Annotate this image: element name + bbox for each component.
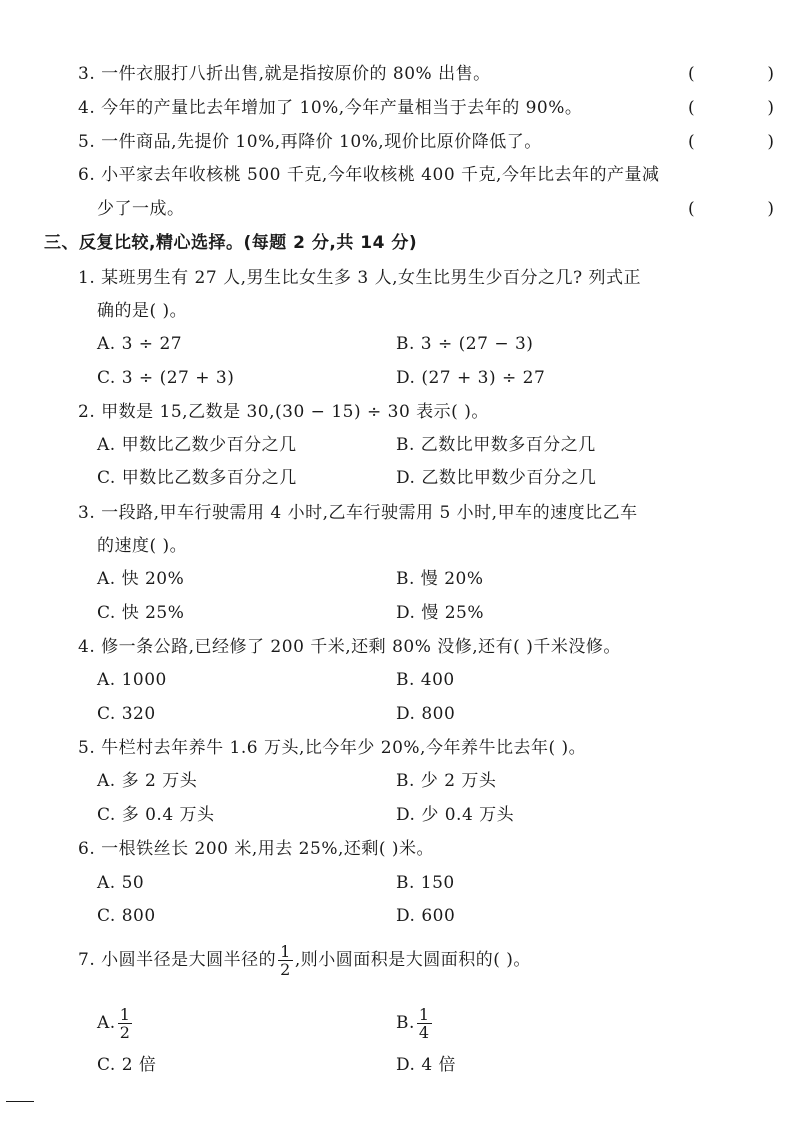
fraction-numerator: 1 <box>119 1004 131 1024</box>
option-3-b[interactable]: B. 慢 20% <box>396 569 484 589</box>
fraction-one-half <box>278 941 293 979</box>
option-4-c[interactable]: C. 320 <box>97 704 156 724</box>
answer-paren-judge-6[interactable] <box>688 198 774 220</box>
choice-question-5: 5. 牛栏村去年养牛 1.6 万头,比今年少 20%,今年养牛比去年( )。 <box>78 738 587 758</box>
option-3-a[interactable]: A. 快 20% <box>97 569 185 589</box>
paren-close: ) <box>767 132 774 152</box>
option-7-b-fraction <box>417 1004 432 1042</box>
option-1-a[interactable]: A. 3 ÷ 27 <box>97 334 183 354</box>
judge-item-3: 3. 一件衣服打八折出售,就是指按原价的 80% 出售。 <box>78 64 491 84</box>
option-7-b-label: B. <box>396 1013 415 1033</box>
option-7-b[interactable] <box>396 1003 434 1043</box>
option-4-b[interactable]: B. 400 <box>396 670 455 690</box>
fraction-numerator: 1 <box>418 1004 430 1024</box>
paren-open: ( <box>688 199 695 219</box>
choice-question-6: 6. 一根铁丝长 200 米,用去 25%,还剩( )米。 <box>78 839 435 859</box>
answer-paren-judge-5[interactable] <box>688 131 774 153</box>
fraction-denominator: 4 <box>418 1022 430 1042</box>
paren-close: ) <box>767 64 774 84</box>
fraction-denominator: 2 <box>280 959 291 979</box>
option-3-d[interactable]: D. 慢 25% <box>396 603 485 623</box>
option-7-a-label: A. <box>97 1013 116 1033</box>
option-6-a[interactable]: A. 50 <box>97 873 145 893</box>
judge-item-6-cont: 少了一成。 <box>97 199 185 219</box>
option-7-d[interactable]: D. 4 倍 <box>396 1055 457 1075</box>
judge-item-5: 5. 一件商品,先提价 10%,再降价 10%,现价比原价降低了。 <box>78 132 542 152</box>
option-2-c[interactable]: C. 甲数比乙数多百分之几 <box>97 468 297 488</box>
choice-question-3: 3. 一段路,甲车行驶需用 4 小时,乙车行驶需用 5 小时,甲车的速度比乙车 <box>78 503 638 523</box>
option-6-b[interactable]: B. 150 <box>396 873 455 893</box>
answer-paren-judge-4[interactable] <box>688 97 774 119</box>
fraction-numerator: 1 <box>280 941 291 961</box>
paren-close: ) <box>767 98 774 118</box>
choice-question-3-cont: 的速度( )。 <box>97 536 188 556</box>
option-4-d[interactable]: D. 800 <box>396 704 456 724</box>
option-5-a[interactable]: A. 多 2 万头 <box>97 771 198 791</box>
choice-question-2: 2. 甲数是 15,乙数是 30,(30 − 15) ÷ 30 表示( )。 <box>78 402 489 422</box>
option-7-c[interactable]: C. 2 倍 <box>97 1055 157 1075</box>
paren-open: ( <box>688 98 695 118</box>
option-6-d[interactable]: D. 600 <box>396 906 456 926</box>
paren-open: ( <box>688 64 695 84</box>
option-4-a[interactable]: A. 1000 <box>97 670 167 690</box>
option-5-b[interactable]: B. 少 2 万头 <box>396 771 497 791</box>
paren-close: ) <box>767 199 774 219</box>
section-heading: 三、反复比较,精心选择。(每题 2 分,共 14 分) <box>44 233 418 253</box>
fraction-denominator: 2 <box>119 1022 131 1042</box>
option-1-c[interactable]: C. 3 ÷ (27 + 3) <box>97 368 235 388</box>
choice-question-4: 4. 修一条公路,已经修了 200 千米,还剩 80% 没修,还有( )千米没修。 <box>78 637 621 657</box>
page-corner-rule <box>6 1101 34 1102</box>
question-7-text-post: ,则小圆面积是大圆面积的( )。 <box>294 950 531 970</box>
answer-paren-judge-3[interactable] <box>688 63 774 85</box>
option-3-c[interactable]: C. 快 25% <box>97 603 185 623</box>
choice-question-1-cont: 确的是( )。 <box>97 301 188 321</box>
judge-item-4: 4. 今年的产量比去年增加了 10%,今年产量相当于去年的 90%。 <box>78 98 583 118</box>
choice-question-7 <box>78 940 531 980</box>
option-6-c[interactable]: C. 800 <box>97 906 156 926</box>
option-1-d[interactable]: D. (27 + 3) ÷ 27 <box>396 368 546 388</box>
option-2-b[interactable]: B. 乙数比甲数多百分之几 <box>396 435 596 455</box>
choice-question-1: 1. 某班男生有 27 人,男生比女生多 3 人,女生比男生少百分之几? 列式正 <box>78 268 642 288</box>
option-2-a[interactable]: A. 甲数比乙数少百分之几 <box>97 435 297 455</box>
question-7-text-pre: 7. 小圆半径是大圆半径的 <box>78 950 277 970</box>
option-5-d[interactable]: D. 少 0.4 万头 <box>396 805 515 825</box>
option-7-a-fraction <box>118 1004 133 1042</box>
option-2-d[interactable]: D. 乙数比甲数少百分之几 <box>396 468 597 488</box>
option-5-c[interactable]: C. 多 0.4 万头 <box>97 805 215 825</box>
paren-open: ( <box>688 132 695 152</box>
judge-item-6: 6. 小平家去年收核桃 500 千克,今年收核桃 400 千克,今年比去年的产量减 <box>78 165 660 185</box>
option-1-b[interactable]: B. 3 ÷ (27 − 3) <box>396 334 534 354</box>
option-7-a[interactable] <box>97 1003 134 1043</box>
